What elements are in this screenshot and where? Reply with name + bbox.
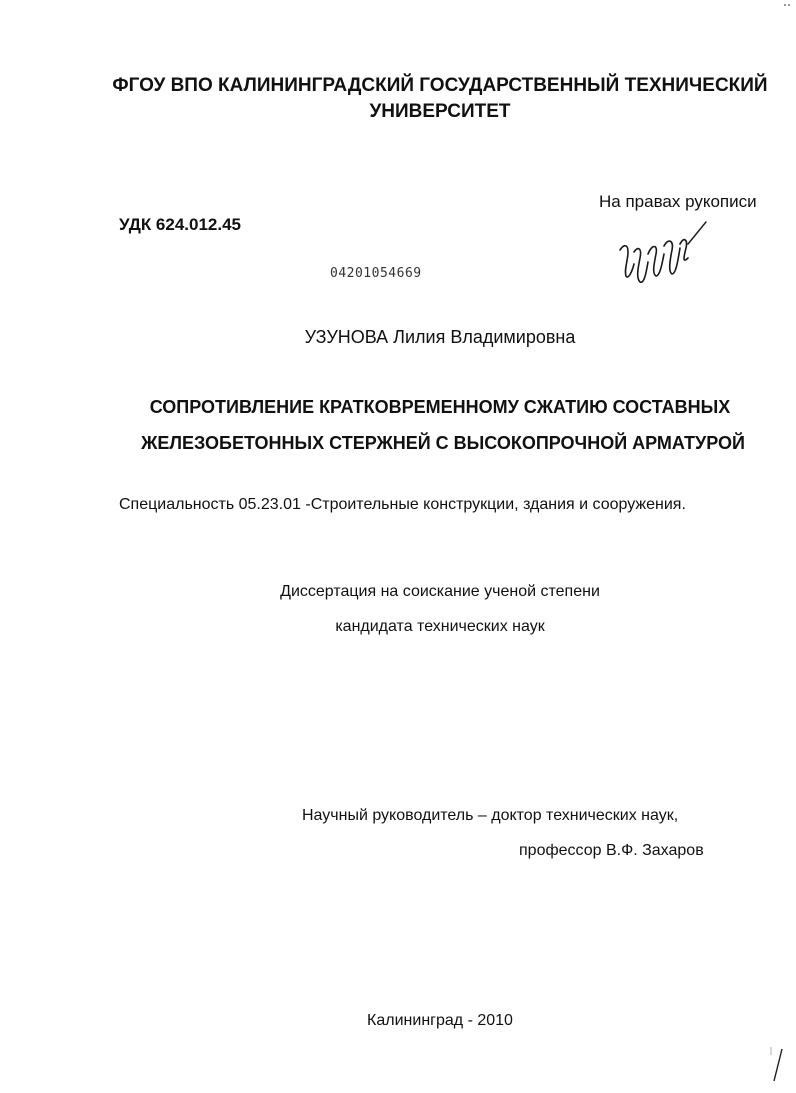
signature-icon [614, 214, 714, 294]
specialty-code: Специальность 05.23.01 -Строительные конструкции, здания и сооружения. [119, 496, 686, 513]
degree-statement-line1: Диссертация на соискание ученой степени [280, 583, 600, 600]
city-and-year: Калининград - 2010 [367, 1012, 513, 1029]
author-name: УЗУНОВА Лилия Владимировна [304, 327, 576, 347]
dissertation-title-line1: СОПРОТИВЛЕНИЕ КРАТКОВРЕМЕННОМУ СЖАТИЮ СОСТАВНЫХ [149, 397, 731, 417]
udk-code: УДК 624.012.45 [119, 215, 242, 234]
university-name-line1: ФГОУ ВПО КАЛИНИНГРАДСКИЙ ГОСУДАРСТВЕННЫЙ ТЕХНИЧЕСКИЙ [112, 75, 768, 96]
scan-dot-icon [782, 2, 792, 8]
dissertation-title-line2: ЖЕЛЕЗОБЕТОННЫХ СТЕРЖНЕЙ С ВЫСОКОПРОЧНОЙ АРМАТУРОЙ [141, 433, 745, 453]
manuscript-rights-note: На правах рукописи [599, 192, 757, 211]
degree-statement-line2: кандидата технических наук [335, 618, 545, 635]
scan-mark-icon [768, 1045, 788, 1085]
supervisor-line2: профессор В.Ф. Захаров [519, 842, 704, 859]
university-name-line2: УНИВЕРСИТЕТ [369, 101, 511, 122]
supervisor-line1: Научный руководитель – доктор технических наук, [302, 807, 679, 824]
library-catalog-number: 04201054669 [330, 266, 422, 281]
